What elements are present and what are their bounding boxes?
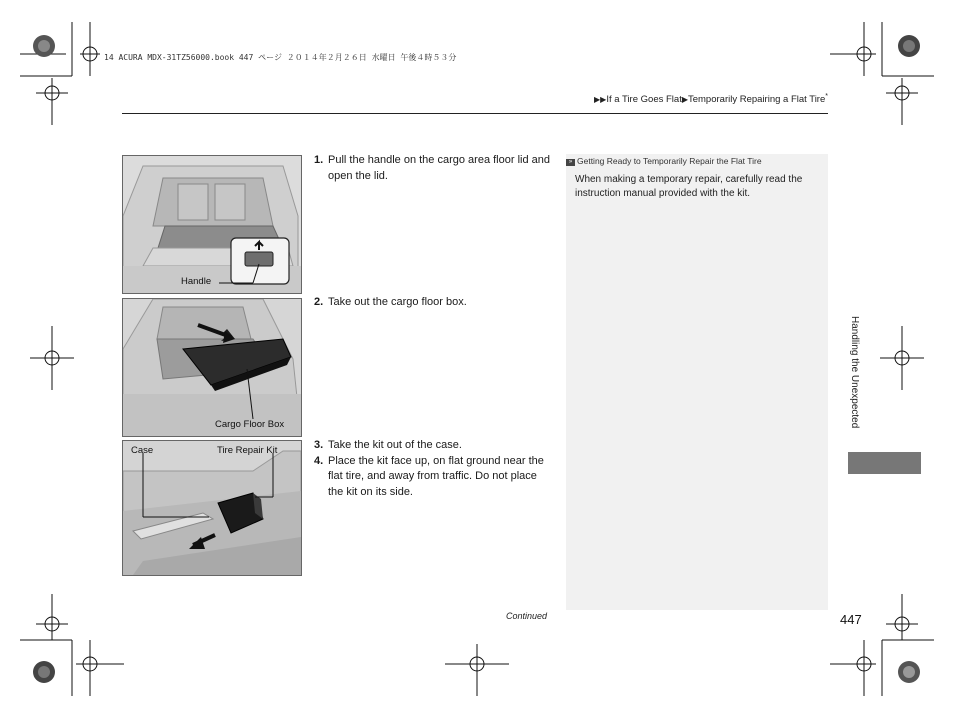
- breadcrumb-asterisk: *: [825, 93, 828, 100]
- step-number: 4.: [314, 454, 324, 467]
- step-2: [314, 295, 550, 311]
- section-side-tab-label: Handling the Unexpected: [849, 316, 860, 429]
- double-arrow-icon: ▶▶: [594, 95, 607, 105]
- steps-3-4: [314, 438, 550, 500]
- step-number: 2.: [314, 296, 324, 308]
- continued-label: Continued: [506, 611, 548, 621]
- tire-repair-kit-label: Tire Repair Kit: [217, 445, 278, 456]
- step-text: Pull the handle on the cargo area floor lid and open the lid.: [328, 154, 550, 182]
- step-number: 3.: [314, 439, 324, 451]
- cargo-floor-box-photo: [122, 298, 302, 437]
- note-body: When making a temporary repair, carefully read the instruction manual provided with the kit.: [575, 174, 803, 199]
- cargo-area-photo: [122, 155, 302, 294]
- note-panel: [566, 154, 828, 610]
- step-text: Take out the cargo floor box.: [328, 296, 467, 308]
- handle-label: Handle: [181, 276, 212, 287]
- section-side-tab: [848, 316, 862, 444]
- header-rule: [122, 113, 828, 114]
- arrow-icon: ▶: [681, 95, 688, 105]
- step-number: 1.: [314, 154, 324, 166]
- note-title-text: Getting Ready to Temporarily Repair the Flat Tire: [577, 156, 762, 166]
- tire-repair-kit-photo: [122, 440, 302, 576]
- step-1: [314, 153, 550, 184]
- print-header: 14 ACURA MDX-31TZ56000.book 447 ページ ２０１４年２月２６日 水曜日 午後４時５３分: [104, 53, 457, 62]
- breadcrumb: [594, 93, 828, 105]
- page-number: 447: [840, 612, 862, 627]
- case-label: Case: [131, 445, 154, 456]
- cargo-floor-box-label: Cargo Floor Box: [215, 419, 285, 430]
- note-title: [566, 156, 762, 166]
- step-text: Place the kit face up, on flat ground near the flat tire, and away from traffic. Do not place the kit on its side.: [328, 454, 544, 498]
- step-text: Take the kit out of the case.: [328, 439, 462, 451]
- reference-icon: »: [566, 159, 575, 166]
- section-tab-marker: [848, 452, 921, 474]
- breadcrumb-part2: Temporarily Repairing a Flat Tire: [687, 94, 826, 106]
- breadcrumb-part1: If a Tire Goes Flat: [606, 94, 682, 106]
